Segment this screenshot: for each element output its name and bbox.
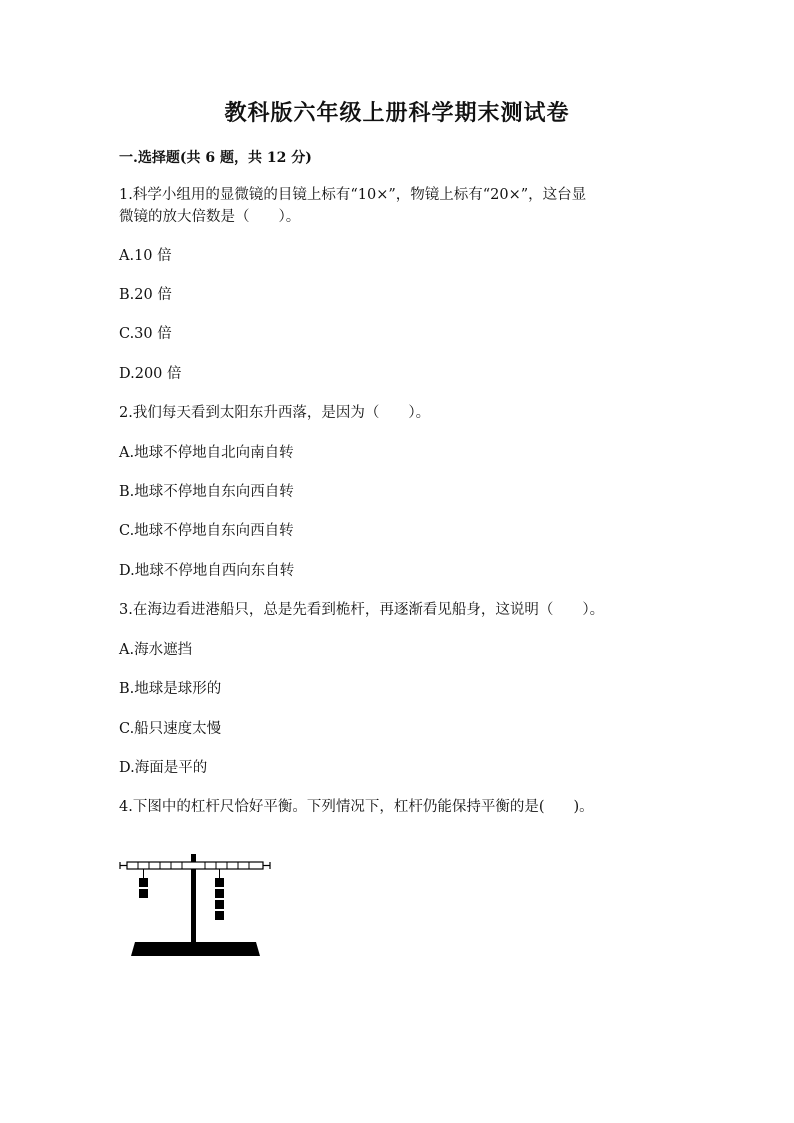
weight-block <box>139 889 148 898</box>
question-1-option-b: B.20 倍 <box>119 287 172 303</box>
question-3-option-c: C.船只速度太慢 <box>119 721 222 737</box>
question-2-option-d: D.地球不停地自西向东自转 <box>119 563 295 579</box>
question-1-stem-line1: 1.科学小组用的显微镜的目镜上标有“10×”，物镜上标有“20×”，这台显 <box>119 187 587 203</box>
question-2-stem: 2.我们每天看到太阳东升西落，是因为（ ）。 <box>119 405 431 421</box>
question-3-stem: 3.在海边看进港船只，总是先看到桅杆，再逐渐看见船身，这说明（ ）。 <box>119 602 605 618</box>
question-2-option-a: A.地球不停地自北向南自转 <box>119 445 294 461</box>
section-heading: 一.选择题(共 6 题，共 12 分) <box>119 150 312 166</box>
question-1-stem-line2: 微镜的放大倍数是（ ）。 <box>119 209 301 225</box>
question-3-option-a: A.海水遮挡 <box>119 642 193 658</box>
question-1-option-a: A.10 倍 <box>119 248 172 264</box>
question-1-option-c: C.30 倍 <box>119 326 172 342</box>
weight-block <box>215 889 224 898</box>
question-1-option-d: D.200 倍 <box>119 366 182 382</box>
weight-block <box>215 900 224 909</box>
lever-beam <box>127 862 263 869</box>
left-weights <box>139 869 148 898</box>
weight-block <box>139 878 148 887</box>
question-2-option-c: C.地球不停地自东向西自转 <box>119 523 294 539</box>
weight-block <box>215 878 224 887</box>
question-3-option-b: B.地球是球形的 <box>119 681 222 697</box>
page-title: 教科版六年级上册科学期末测试卷 <box>224 100 570 126</box>
question-4-stem: 4.下图中的杠杆尺恰好平衡。下列情况下，杠杆仍能保持平衡的是( )。 <box>119 799 594 815</box>
lever-base <box>131 942 260 956</box>
weight-block <box>215 911 224 920</box>
right-weights <box>215 869 224 920</box>
question-3-option-d: D.海面是平的 <box>119 760 208 776</box>
question-2-option-b: B.地球不停地自东向西自转 <box>119 484 294 500</box>
lever-balance-diagram <box>115 848 275 960</box>
